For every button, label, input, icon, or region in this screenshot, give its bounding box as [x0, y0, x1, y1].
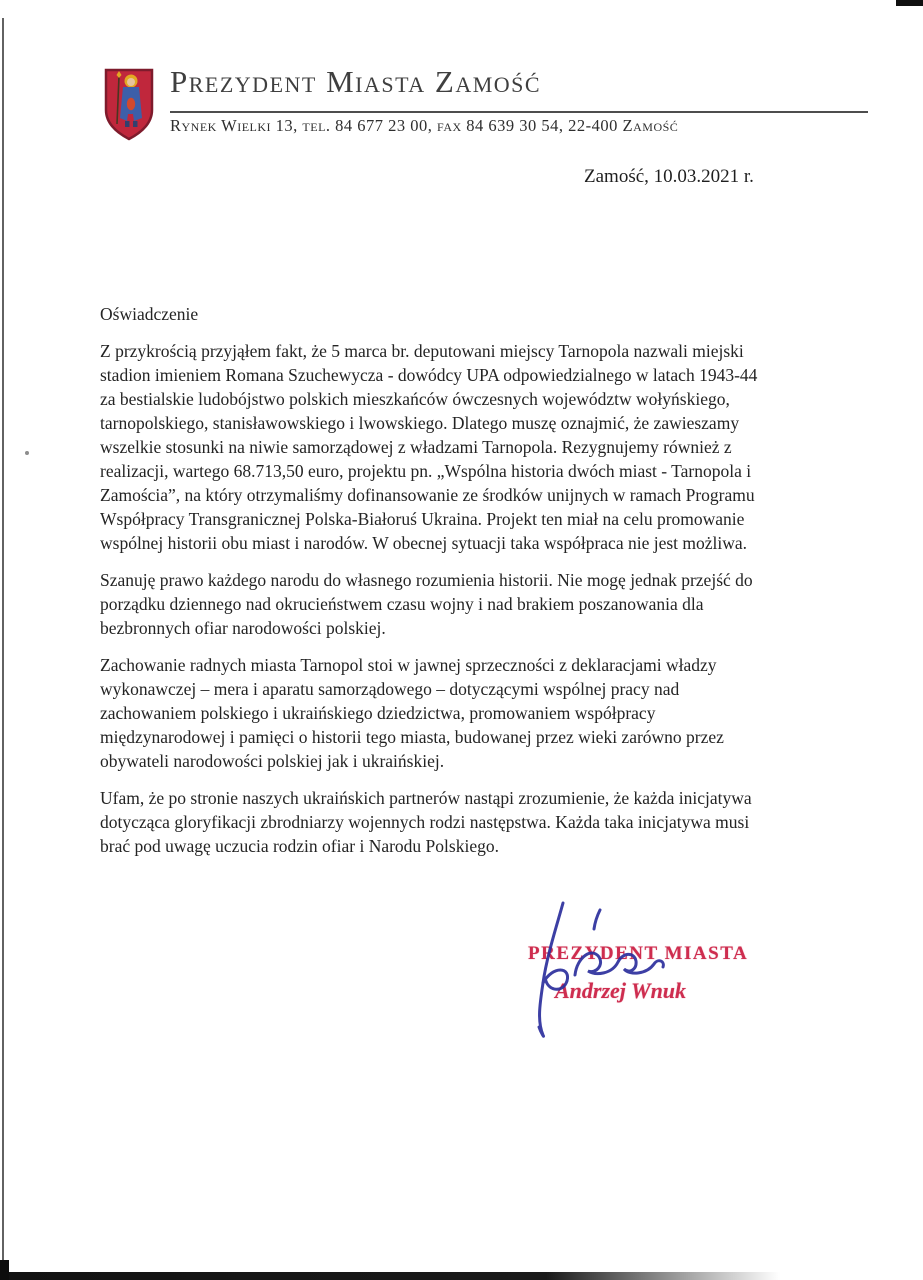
body-line: stadion imieniem Romana Szuchewycza - dowódcy UPA odpowiedzialnego w latach 1943-44	[100, 365, 758, 385]
paragraph-3	[100, 653, 860, 773]
letterhead-title: Prezydent Miasta Zamość	[170, 64, 542, 99]
body-line: tarnopolskiego, stanisławowskiego i lwowskiego. Dlatego muszę oznajmić, że zawieszamy	[100, 413, 740, 433]
body-line: zachowaniem polskiego i ukraińskiego dziedzictwa, promowaniem współpracy	[100, 703, 656, 723]
body-line: Ufam, że po stronie naszych ukraińskich partnerów nastąpi zrozumienie, że każda inicjatywa	[100, 788, 752, 808]
body-line: wspólnej historii obu miast i narodów. W obecnej sytuacji taka współpraca nie jest możliwa.	[100, 533, 748, 553]
letter-heading: Oświadczenie	[100, 304, 199, 324]
scan-corner-patch	[896, 0, 923, 6]
body-line: wykonawczej – mera i aparatu samorządowego – dotyczącymi wspólnej pracy nad	[100, 679, 680, 699]
handwritten-signature-icon	[495, 885, 775, 1055]
scan-edge-bar-bottom	[0, 1272, 780, 1280]
margin-speck	[25, 451, 29, 455]
scan-edge-line-left	[2, 18, 4, 1280]
stamp-signer-name: Andrzej Wnuk	[555, 978, 687, 1003]
body-line: Współpracy Transgranicznej Polska-Białoruś Ukraina. Projekt ten miał na celu promowanie	[100, 509, 745, 529]
body-line: obywateli narodowości polskiej jak i ukraińskiej.	[100, 751, 445, 771]
zamosc-coat-of-arms-icon	[103, 66, 155, 142]
signature-block	[495, 885, 775, 1055]
place-and-date: Zamość, 10.03.2021 r.	[584, 166, 754, 187]
paragraph-4	[100, 786, 860, 858]
body-line: międzynarodowej i pamięci o historii tego miasta, budowanej przez wieki zarówno przez	[100, 727, 724, 747]
paragraph-2	[100, 568, 860, 640]
body-line: Zachowanie radnych miasta Tarnopol stoi w jawnej sprzeczności z deklaracjami władzy	[100, 655, 717, 675]
scan-corner-blob	[0, 1260, 9, 1280]
letterhead-divider	[170, 111, 868, 113]
body-line: porządku dziennego nad okrucieństwem czasu wojny i nad brakiem poszanowania dla	[100, 594, 704, 614]
body-line: Zamościa”, na który otrzymaliśmy dofinansowanie ze środków unijnych w ramach Programu	[100, 485, 755, 505]
body-line: bezbronnych ofiar narodowości polskiej.	[100, 618, 386, 638]
body-line: wszelkie stosunki na niwie samorządowej z władzami Tarnopola. Rezygnujemy również z	[100, 437, 732, 457]
body-line: Z przykrością przyjąłem fakt, że 5 marca br. deputowani miejscy Tarnopola nazwali miejski	[100, 341, 744, 361]
letter-body	[100, 302, 860, 871]
body-line: za bestialskie ludobójstwo polskich mieszkańców ówczesnych województw wołyńskiego,	[100, 389, 730, 409]
body-line: realizacji, wartego 68.713,50 euro, projektu pn. „Wspólna historia dwóch miast - Tarnopola i	[100, 461, 752, 481]
stamp-office-title: PREZYDENT MIASTA	[528, 943, 749, 964]
body-line: dotycząca gloryfikacji zbrodniarzy wojennych rodzi następstwa. Każda taka inicjatywa musi	[100, 812, 750, 832]
body-line: Szanuję prawo każdego narodu do własnego rozumienia historii. Nie mogę jednak przejść do	[100, 570, 753, 590]
paragraph-1	[100, 339, 860, 555]
letterhead-address: Rynek Wielki 13, tel. 84 677 23 00, fax 84 639 30 54, 22-400 Zamość	[170, 116, 679, 135]
body-line: brać pod uwagę uczucia rodzin ofiar i Narodu Polskiego.	[100, 836, 499, 856]
